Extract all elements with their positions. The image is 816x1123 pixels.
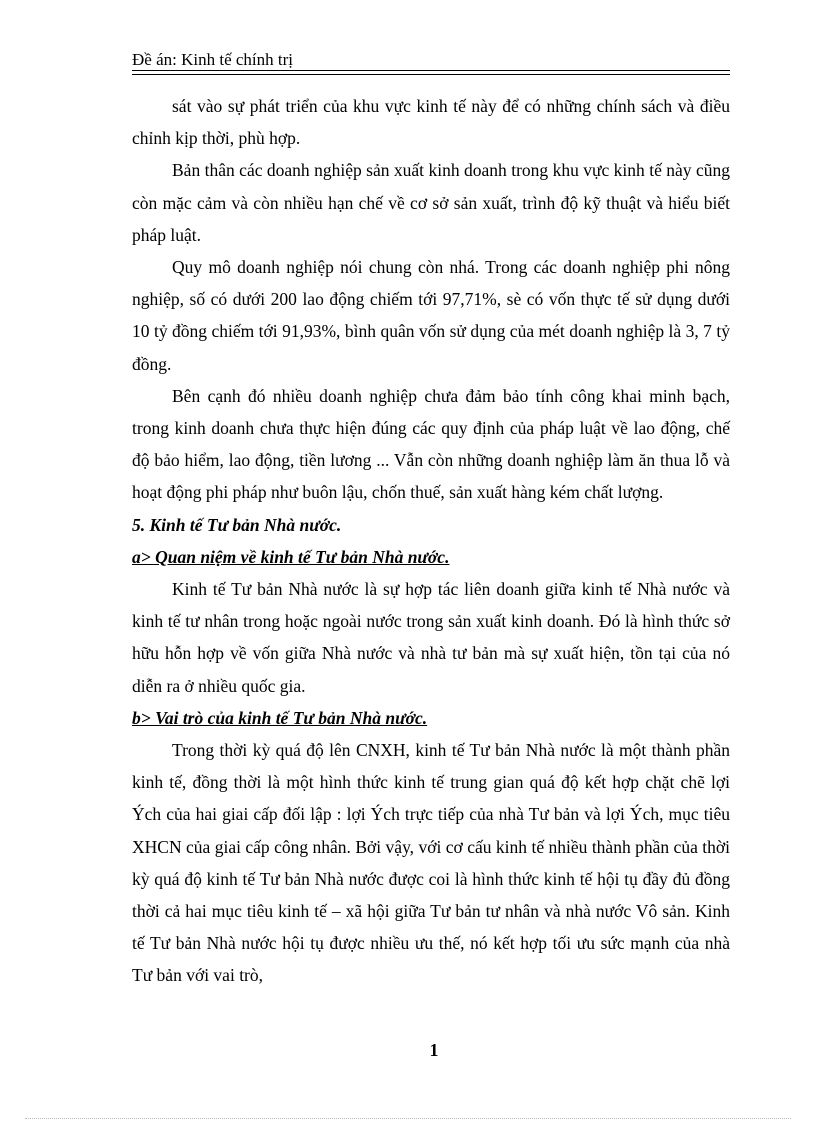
body-text [132,90,730,992]
page-bottom-border [25,1118,791,1119]
paragraph-business-limitations: Bản thân các doanh nghiệp sản xuất kinh doanh trong khu vực kinh tế này cũng còn mặc cảm và còn nhiều hạn chế về cơ sở sản xuất, trình độ kỹ thuật và hiểu biết pháp luật. [132,160,730,245]
paragraph-definition: Kinh tế Tư bản Nhà nước là sự hợp tác liên doanh giữa kinh tế Nhà nước và kinh tế tư nhân trong hoặc ngoài nước trong sản xuất kinh doanh. Đó là hình thức sở hữu hỗn hợp về vốn giữa Nhà nước và nhà tư bản mà sự xuất hiện, tồn tại của nó diễn ra ở nhiều quốc gia. [132,579,730,696]
section-heading-5: 5. Kinh tế Tư bản Nhà nước. [132,514,342,535]
paragraph-continuation: sát vào sự phát triển của khu vực kinh tế này để có những chính sách và điều chỉnh kịp thời, phù hợp. [132,96,730,149]
page-number: 1 [429,1040,439,1060]
header-rule-thick [132,70,730,71]
header-rule-thin [132,74,730,75]
subheading-a: a> Quan niệm về kinh tế Tư bản Nhà nước. [132,546,450,567]
paragraph-business-scale: Quy mô doanh nghiệp nói chung còn nhá. Trong các doanh nghiệp phi nông nghiệp, số có dưới 200 lao động chiếm tới 97,71%, sè có vốn thực tế sử dụng dưới 10 tỷ đồng chiếm tới 91,93%, bình quân vốn sử dụng của mét doanh nghiệp là 3, 7 tỷ đồng. [132,257,730,374]
paragraph-role: Trong thời kỳ quá độ lên CNXH, kinh tế Tư bản Nhà nước là một thành phần kinh tế, đồng thời là một hình thức kinh tế trung gian quá độ kết hợp chặt chẽ lợi Ých của hai giai cấp đối lập : lợi Ých trực tiếp của nhà Tư bản và lợi Ých, mục tiêu XHCN của giai cấp công nhân. Bởi vậy, với cơ cấu kinh tế nhiều thành phần của thời kỳ quá độ kinh tế Tư bản Nhà nước được coi là hình thức kinh tế hội tụ đầy đủ đồng thời cả hai mục tiêu kinh tế – xã hội giữa Tư bản tư nhân và nhà nước Vô sản. Kinh tế Tư bản Nhà nước hội tụ được nhiều ưu thế, nó kết hợp tối ưu sức mạnh của nhà Tư bản với vai trò, [132,740,730,986]
header-title: Đề án: Kinh tế chính trị [132,50,293,69]
paragraph-transparency: Bên cạnh đó nhiều doanh nghiệp chưa đảm bảo tính công khai minh bạch, trong kinh doanh chưa thực hiện đúng các quy định của pháp luật về lao động, chế độ bảo hiểm, lao động, tiền lương ... Vẫn còn những doanh nghiệp làm ăn thua lỗ và hoạt động phi pháp như buôn lậu, chốn thuế, sản xuất hàng kém chất lượng. [132,385,730,503]
subheading-b: b> Vai trò của kinh tế Tư bản Nhà nước. [132,707,428,728]
